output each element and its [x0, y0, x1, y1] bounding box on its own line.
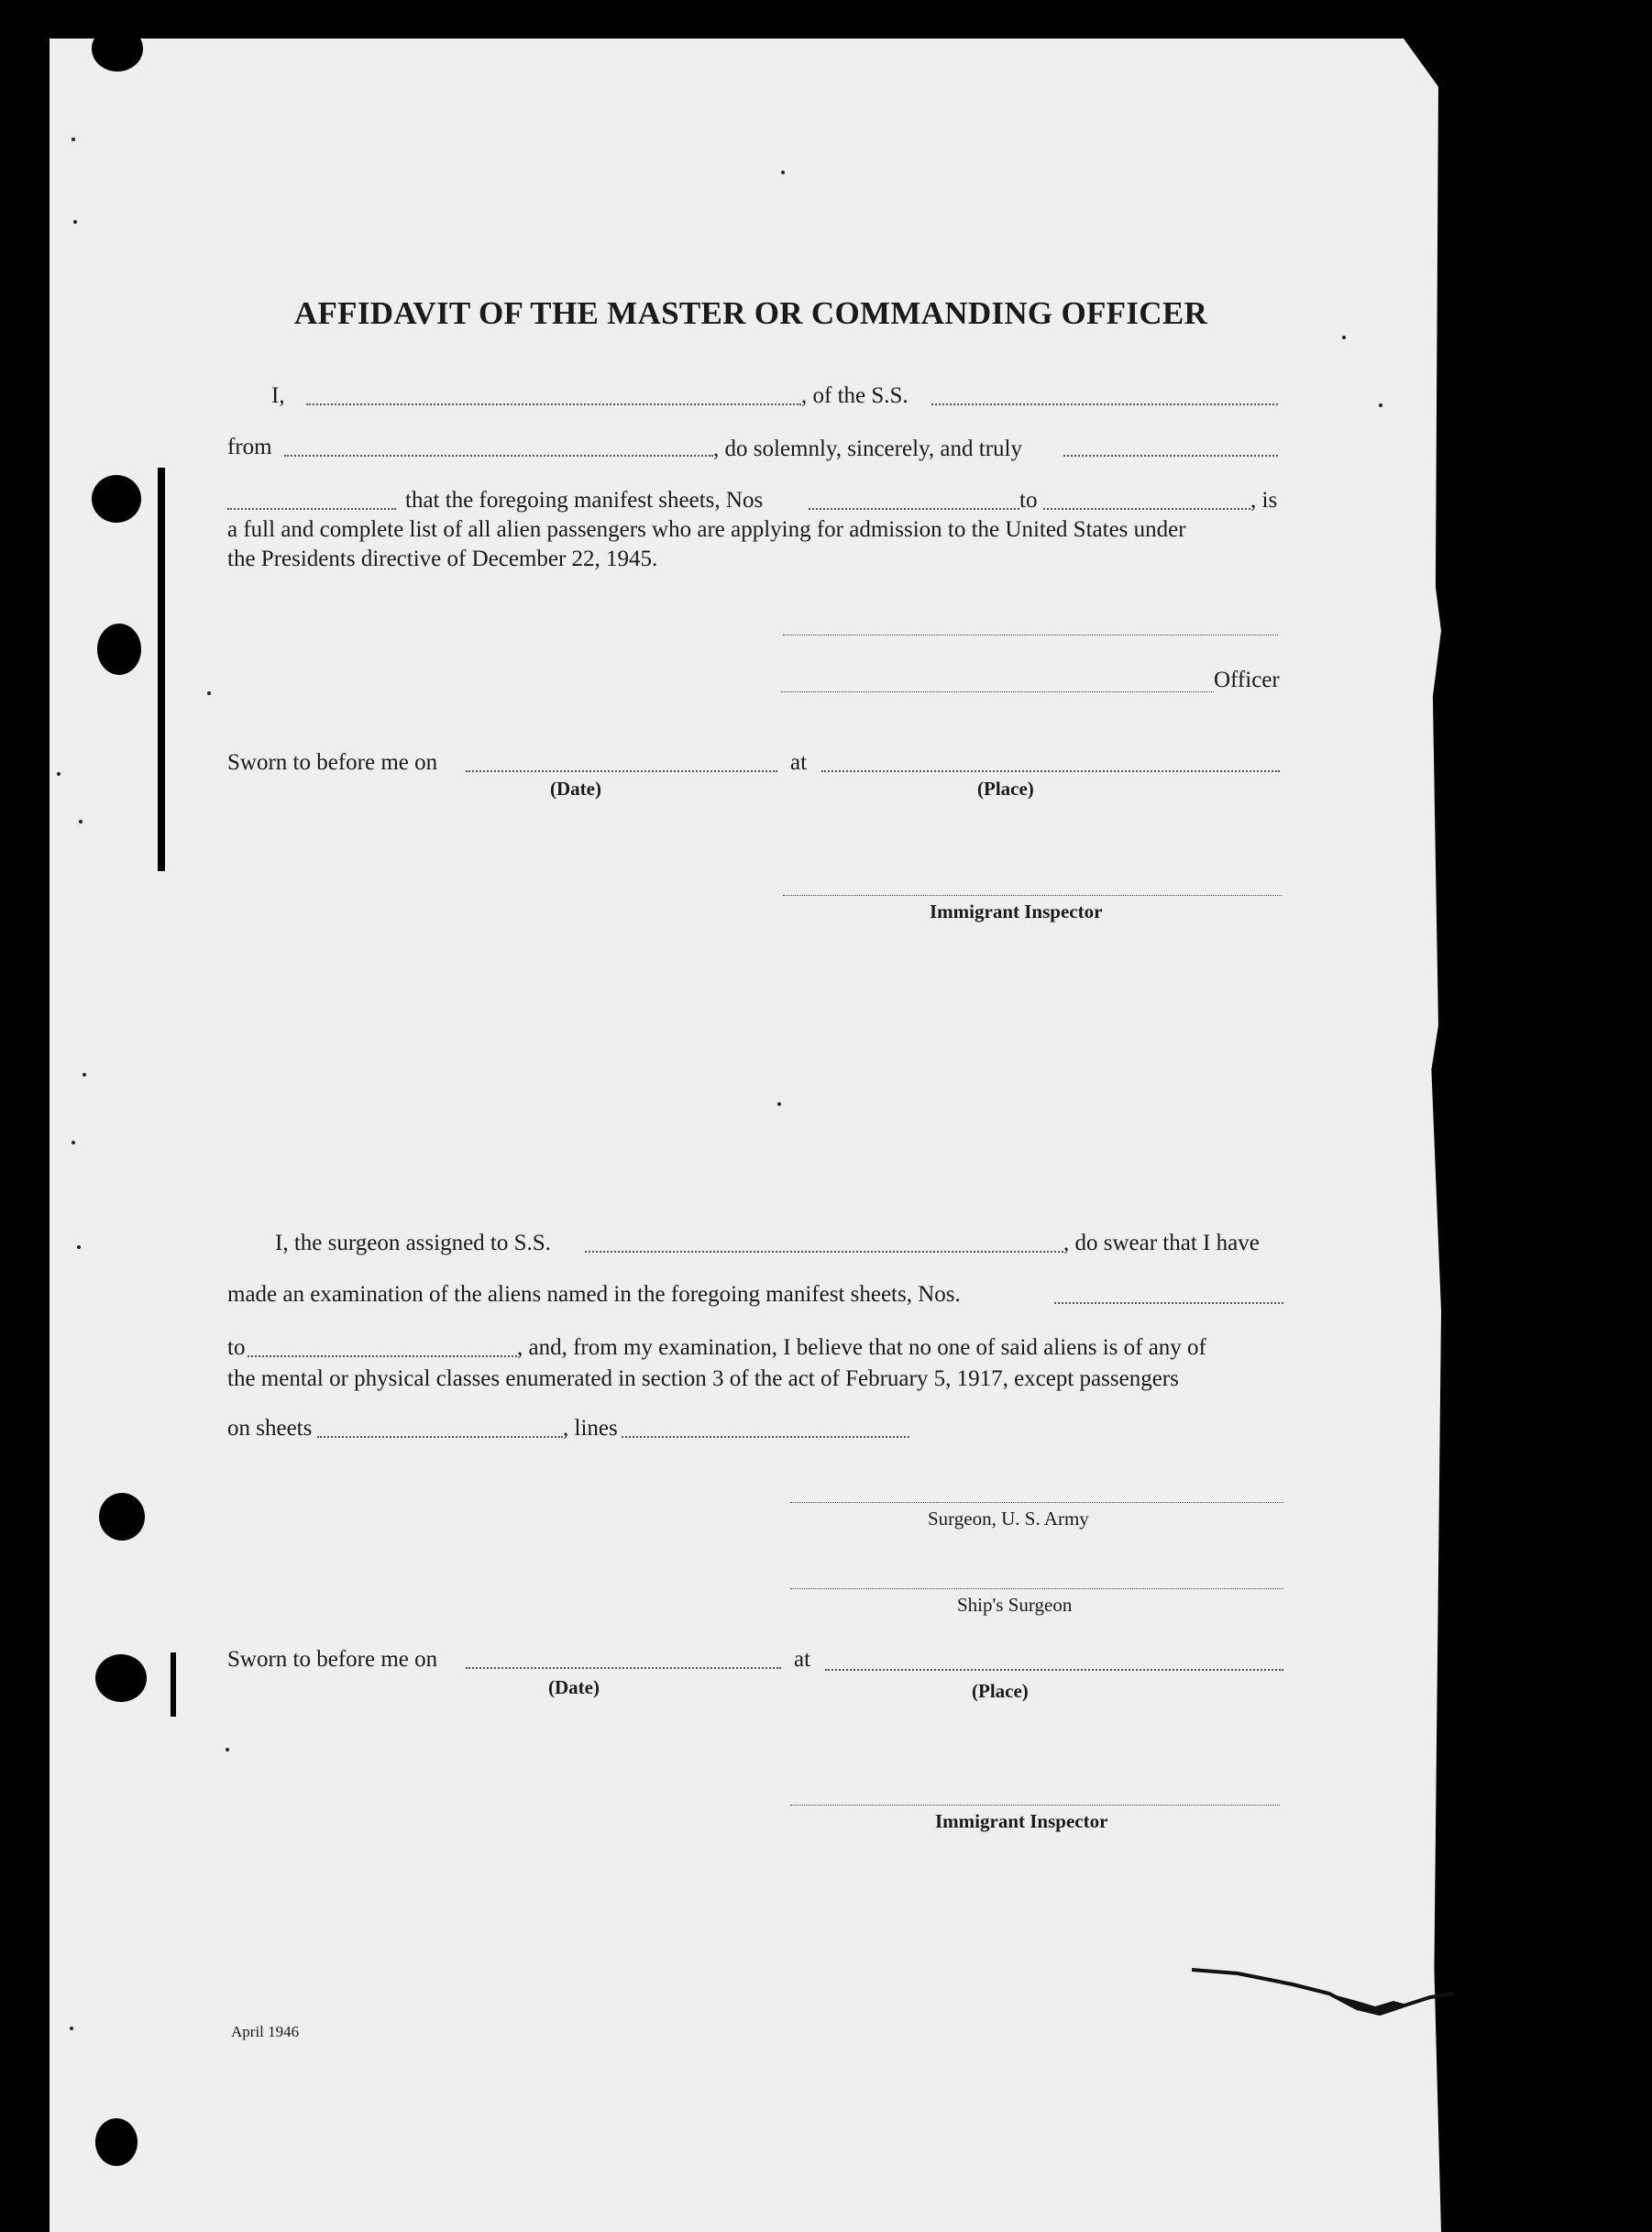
master-place-blank: [821, 770, 1280, 772]
punch-hole: [95, 1654, 147, 1702]
master-inspector-label: Immigrant Inspector: [930, 901, 1103, 923]
surgeon-line3-rest: , and, from my examination, I believe that no one of said aliens is of any of: [517, 1335, 1206, 1360]
surgeon-line1-end: , do swear that I have: [1063, 1231, 1260, 1255]
punch-hole: [92, 26, 143, 72]
surgeon-line5-lines: , lines: [563, 1416, 618, 1441]
surgeon-line3-to: to: [227, 1335, 246, 1360]
master-date-blank: [466, 770, 777, 772]
surgeon-date-label: (Date): [548, 1676, 600, 1698]
binder-mark: [171, 1652, 176, 1717]
surgeon-nos-to-blank: [248, 1355, 517, 1357]
master-name-blank: [306, 403, 801, 405]
master-place-label: (Place): [977, 778, 1034, 800]
master-ship-blank: [931, 403, 1278, 405]
speck: [70, 2027, 73, 2030]
surgeon-nos-from-blank: [1054, 1302, 1283, 1304]
master-line2-from: from: [227, 435, 272, 459]
speck: [57, 772, 61, 776]
master-nos-to-blank: [1043, 508, 1250, 510]
master-from-blank: [284, 455, 713, 457]
surgeon-line4: the mental or physical classes enumerated in section 3 of the act of February 5, 1917, except passengers: [227, 1366, 1179, 1391]
master-line1-of-ss: , of the S.S.: [801, 383, 909, 408]
surgeon-inspector-label: Immigrant Inspector: [935, 1810, 1108, 1832]
form-date: April 1946: [231, 2023, 300, 2040]
master-line3-is: , is: [1250, 488, 1278, 513]
speck: [1379, 403, 1382, 407]
speck: [72, 138, 75, 141]
ships-surgeon-line: [790, 1588, 1283, 1589]
officer-signature-line: [781, 691, 1214, 692]
paper-tear: [1192, 1953, 1458, 2027]
punch-hole: [97, 624, 141, 675]
speck: [77, 1245, 81, 1249]
ships-surgeon-label: Ship's Surgeon: [957, 1594, 1073, 1616]
speck: [72, 1141, 75, 1144]
surgeon-at-label: at: [794, 1647, 811, 1672]
document-title: AFFIDAVIT OF THE MASTER OR COMMANDING OFFICER: [293, 295, 1208, 331]
master-line2-solemnly: , do solemnly, sincerely, and truly: [713, 436, 1022, 461]
punch-hole: [95, 2118, 138, 2166]
army-surgeon-line: [790, 1502, 1283, 1503]
surgeon-lines-blank: [622, 1436, 909, 1438]
master-line3-to: to: [1019, 488, 1038, 513]
master-inspector-line: [783, 895, 1282, 896]
master-line1-i: I,: [271, 383, 285, 408]
surgeon-place-label: (Place): [972, 1680, 1029, 1702]
surgeon-inspector-line: [790, 1805, 1280, 1806]
speck: [73, 220, 77, 224]
surgeon-place-blank: [825, 1669, 1283, 1671]
surgeon-sheets-blank: [317, 1436, 563, 1438]
surgeon-line2: made an examination of the aliens named in the foregoing manifest sheets, Nos.: [227, 1282, 961, 1307]
master-solemnly-blank: [1063, 455, 1278, 457]
master-nos-from-blank: [809, 508, 1019, 510]
punch-hole: [92, 475, 141, 523]
surgeon-line5-sheets: on sheets: [227, 1416, 313, 1441]
master-oath-blank: [227, 508, 396, 510]
punch-hole: [99, 1493, 145, 1541]
speck: [781, 171, 785, 174]
surgeon-line1-start: I, the surgeon assigned to S.S.: [275, 1231, 551, 1255]
speck: [79, 820, 83, 823]
speck: [1342, 336, 1346, 339]
officer-label: Officer: [1214, 668, 1280, 692]
master-date-label: (Date): [550, 778, 601, 800]
speck: [777, 1102, 781, 1106]
speck: [226, 1748, 229, 1751]
speck: [83, 1073, 86, 1077]
surgeon-ship-blank: [585, 1251, 1063, 1253]
master-line5: the Presidents directive of December 22, 1945.: [227, 547, 658, 571]
master-line4: a full and complete list of all alien passengers who are applying for admission to the United States under: [227, 517, 1186, 542]
army-surgeon-label: Surgeon, U. S. Army: [928, 1508, 1089, 1530]
binder-mark: [158, 468, 165, 871]
master-line3-that: that the foregoing manifest sheets, Nos: [405, 488, 764, 513]
speck: [207, 691, 211, 695]
master-sworn-label: Sworn to before me on: [227, 750, 438, 775]
surgeon-sworn-label: Sworn to before me on: [227, 1647, 438, 1672]
document-page: [50, 39, 1441, 2232]
master-at-label: at: [790, 750, 808, 775]
surgeon-date-blank: [466, 1667, 781, 1669]
